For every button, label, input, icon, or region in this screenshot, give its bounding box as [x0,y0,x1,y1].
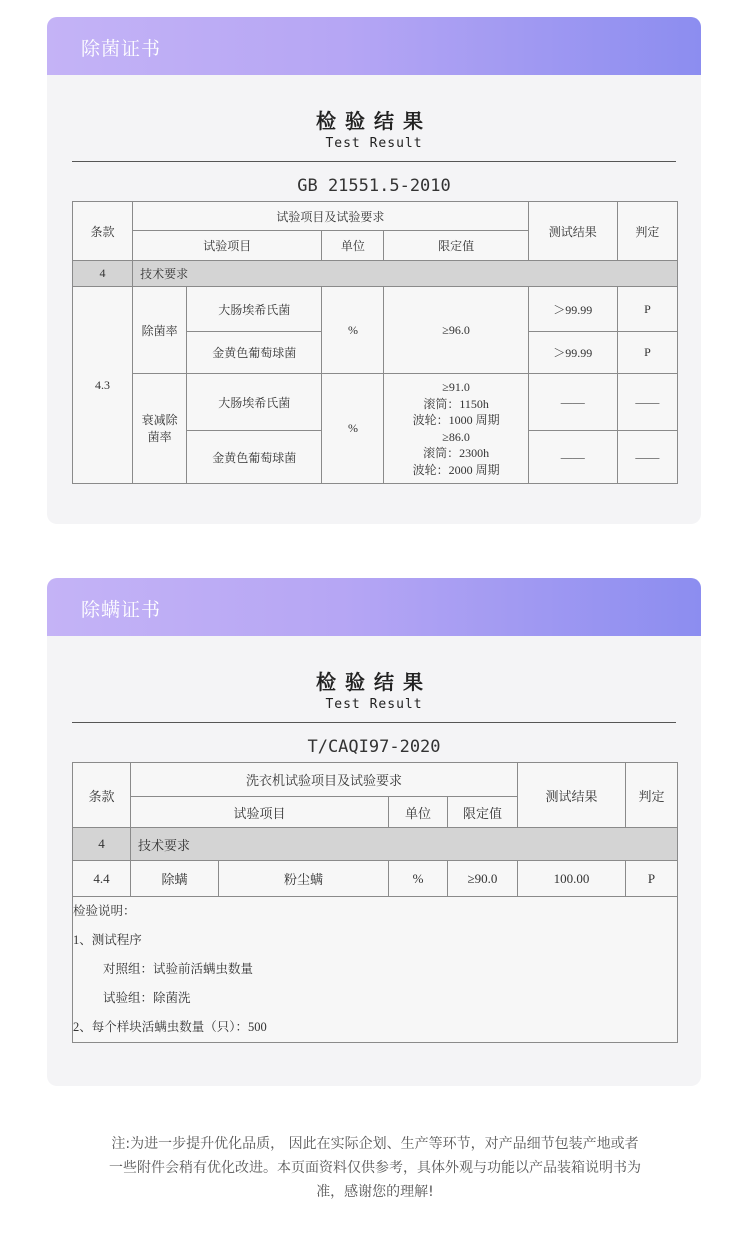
group-label: 除菌率 [133,287,187,374]
limit-line: ≥91.0 [442,380,470,394]
verdict-cell: —— [617,431,677,484]
verdict-cell: —— [617,374,677,431]
result-table [72,762,678,1043]
group-label: 衰减除菌率 [133,374,187,484]
header-limit: 限定值 [384,231,528,261]
verdict-cell: P [626,861,678,897]
doc-subtitle: Test Result [325,136,423,151]
limit-cell: ≥90.0 [448,861,518,897]
header-result: 测试结果 [528,202,617,261]
result-cell: 100.00 [518,861,626,897]
divider [72,161,676,162]
header-clause: 条款 [73,763,131,828]
clause-number: 4.3 [73,287,133,484]
section-number: 4 [73,261,133,287]
mite-removal-certificate-card [47,578,701,1086]
test-notes [73,897,678,1043]
header-result: 测试结果 [518,763,626,828]
header-verdict: 判定 [626,763,678,828]
limit-cell: ≥96.0 [384,287,528,374]
header-item: 试验项目 [133,231,322,261]
note-line: 检验说明： [73,904,136,918]
header-verdict: 判定 [617,202,677,261]
certificate-title: 除菌证书 [81,38,162,60]
clause-number: 4.4 [73,861,131,897]
certificate-title: 除螨证书 [81,599,162,621]
note-line: 1、测试程序 [73,933,142,947]
header-unit: 单位 [389,797,448,828]
header-test-group: 洗衣机试验项目及试验要求 [131,763,518,797]
limit-line: ≥86.0 [442,429,470,444]
disclaimer-line: 一些附件会稍有优化改进。本页面资料仅供参考，具体外观与功能以产品装箱说明书为 [109,1160,641,1176]
certificate-header [47,17,701,75]
header-limit: 限定值 [448,797,518,828]
header-unit: 单位 [322,231,384,261]
note-line: 对照组：试验前活螨虫数量 [103,962,254,976]
item-cell: 粉尘螨 [219,861,389,897]
verdict-cell: P [617,287,677,332]
disclaimer-text [40,1132,710,1204]
limit-line: 波轮：2000 周期 [412,462,500,477]
item-cell: 金黄色葡萄球菌 [187,332,322,374]
header-item: 试验项目 [131,797,389,828]
unit-cell: % [322,287,384,374]
limit-line: 滚筒：2300h [423,446,490,460]
disclaimer-line: 准，感谢您的理解! [316,1184,434,1200]
doc-title: 检验结果 [316,109,432,133]
disclaimer-line: 注:为进一步提升优化品质， 因此在实际企划、生产等环节，对产品细节包装产地或者 [111,1136,639,1152]
section-label: 技术要求 [133,261,678,287]
doc-title: 检验结果 [316,670,432,694]
doc-subtitle: Test Result [325,697,423,712]
limit-cell [384,374,528,484]
certificate-document [72,636,676,1043]
verdict-cell: P [617,332,677,374]
certificate-header [47,578,701,636]
result-cell: ＞99.99 [528,332,617,374]
note-line: 2、每个样块活螨虫数量（只）：500 [73,1020,267,1034]
item-cell: 大肠埃希氏菌 [187,374,322,431]
unit-cell: % [389,861,448,897]
result-table [72,201,678,484]
result-cell: ＞99.99 [528,287,617,332]
unit-cell: % [322,374,384,484]
limit-line: 滚筒：1150h [423,396,489,411]
standard-number: T/CAQI97-2020 [307,737,441,757]
item-cell: 大肠埃希氏菌 [187,287,322,332]
standard-number: GB 21551.5-2010 [297,176,451,196]
section-number: 4 [73,828,131,861]
note-line: 试验组：除菌洗 [103,991,191,1005]
header-test-group: 试验项目及试验要求 [133,202,529,231]
divider [72,722,676,723]
header-clause: 条款 [73,202,133,261]
certificate-document [72,75,676,484]
limit-line: 波轮：1000 周期 [412,413,500,427]
group-label: 除螨 [131,861,219,897]
result-cell: —— [528,431,617,484]
section-label: 技术要求 [131,828,678,861]
result-cell: —— [528,374,617,431]
item-cell: 金黄色葡萄球菌 [187,431,322,484]
sterilization-certificate-card [47,17,701,524]
